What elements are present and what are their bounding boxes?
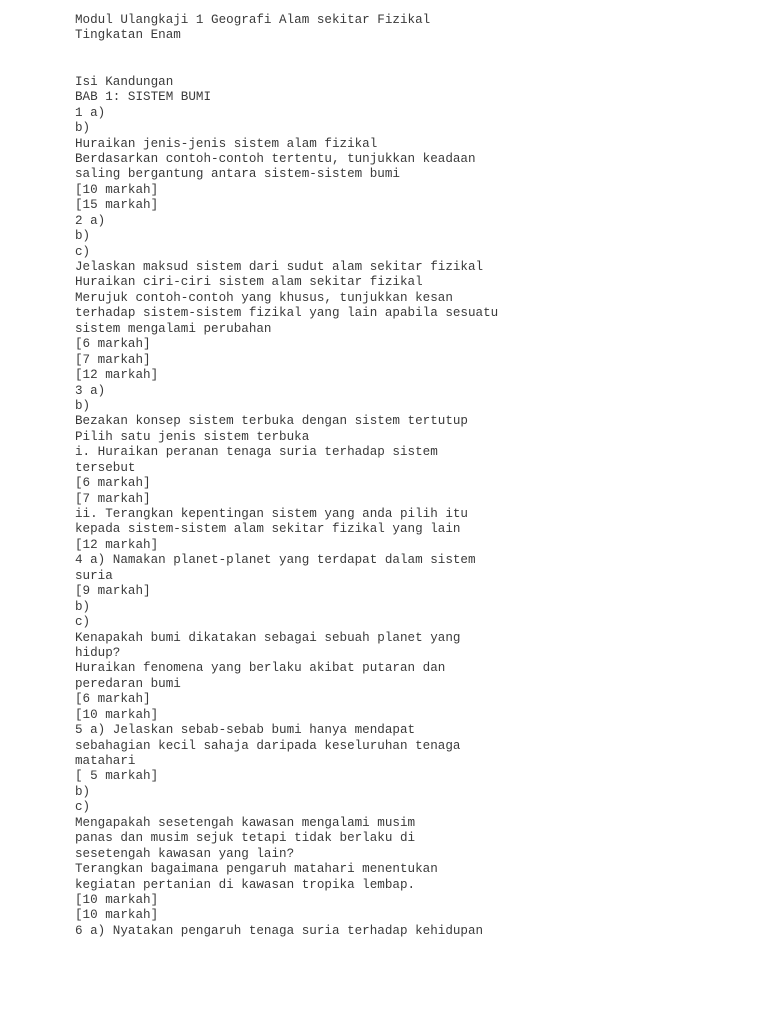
text-line: Bezakan konsep sistem terbuka dengan sistem tertutup	[75, 414, 468, 429]
text-line: matahari	[75, 754, 136, 768]
text-line: 4 a) Namakan planet-planet yang terdapat dalam sistem	[75, 553, 476, 568]
text-line: [7 markah]	[75, 352, 151, 367]
text-line: panas dan musim sejuk tetapi tidak berlaku di	[75, 831, 416, 846]
text-line: [10 markah]	[75, 892, 159, 907]
text-line: suria	[75, 568, 113, 583]
text-line: ii. Terangkan kepentingan sistem yang anda pilih itu	[75, 507, 468, 521]
text-line: [10 markah]	[75, 707, 159, 722]
text-line: b)	[75, 599, 91, 614]
text-line: tersebut	[75, 460, 136, 475]
document-subtitle: Tingkatan Enam	[75, 28, 181, 43]
text-line: [10 markah]	[75, 908, 159, 923]
text-line: [6 markah]	[75, 692, 151, 707]
text-line: [10 markah]	[75, 182, 159, 197]
text-line: [7 markah]	[75, 491, 151, 506]
text-line: peredaran bumi	[75, 676, 181, 691]
text-line: c)	[75, 244, 91, 259]
text-line: [12 markah]	[75, 368, 159, 383]
document-title: Modul Ulangkaji 1 Geografi Alam sekitar Fizikal	[75, 13, 431, 27]
text-line: Kenapakah bumi dikatakan sebagai sebuah planet yang	[75, 630, 461, 645]
text-line: kepada sistem-sistem alam sekitar fizikal yang lain	[75, 522, 461, 537]
text-line: Huraikan ciri-ciri sistem alam sekitar fizikal	[75, 275, 423, 290]
document-body	[75, 13, 735, 939]
question-list	[75, 106, 735, 940]
text-line: Mengapakah sesetengah kawasan mengalami musim	[75, 815, 416, 830]
text-line: [6 markah]	[75, 476, 151, 491]
text-line: sistem mengalami perubahan	[75, 321, 272, 336]
text-line: Berdasarkan contoh-contoh tertentu, tunjukkan keadaan	[75, 151, 476, 166]
text-line: [9 markah]	[75, 584, 151, 599]
text-line: 3 a)	[75, 383, 106, 398]
text-line: sesetengah kawasan yang lain?	[75, 846, 295, 861]
text-line: Jelaskan maksud sistem dari sudut alam sekitar fizikal	[75, 260, 484, 274]
text-line: saling bergantung antara sistem-sistem bumi	[75, 167, 400, 182]
toc-heading: Isi Kandungan	[75, 74, 174, 89]
text-line: 5 a) Jelaskan sebab-sebab bumi hanya mendapat	[75, 723, 416, 738]
text-line: [15 markah]	[75, 198, 159, 213]
text-line: Merujuk contoh-contoh yang khusus, tunjukkan kesan	[75, 290, 453, 305]
text-line: c)	[75, 615, 91, 630]
text-line: [ 5 markah]	[75, 769, 159, 784]
chapter-title: BAB 1: SISTEM BUMI	[75, 90, 212, 105]
text-line: b)	[75, 121, 91, 136]
text-line: [6 markah]	[75, 337, 151, 352]
text-line: 6 a) Nyatakan pengaruh tenaga suria terhadap kehidupan	[75, 923, 484, 938]
text-line: i. Huraikan peranan tenaga suria terhadap sistem	[75, 445, 438, 460]
text-line: b)	[75, 398, 91, 413]
blank-line	[75, 44, 735, 59]
text-line: kegiatan pertanian di kawasan tropika lembap.	[75, 877, 416, 892]
text-line: terhadap sistem-sistem fizikal yang lain apabila sesuatu	[75, 306, 499, 321]
text-line: sebahagian kecil sahaja daripada keseluruhan tenaga	[75, 738, 461, 753]
text-line: Huraikan jenis-jenis sistem alam fizikal	[75, 136, 378, 151]
text-line: [12 markah]	[75, 537, 159, 552]
text-line: hidup?	[75, 645, 121, 660]
text-line: Terangkan bagaimana pengaruh matahari menentukan	[75, 862, 438, 877]
text-line: b)	[75, 229, 91, 244]
text-line: Pilih satu jenis sistem terbuka	[75, 429, 310, 444]
blank-line	[75, 59, 735, 74]
text-line: 1 a)	[75, 105, 106, 120]
text-line: c)	[75, 800, 91, 815]
text-line: 2 a)	[75, 213, 106, 228]
text-line: b)	[75, 784, 91, 799]
text-line: Huraikan fenomena yang berlaku akibat putaran dan	[75, 661, 446, 676]
